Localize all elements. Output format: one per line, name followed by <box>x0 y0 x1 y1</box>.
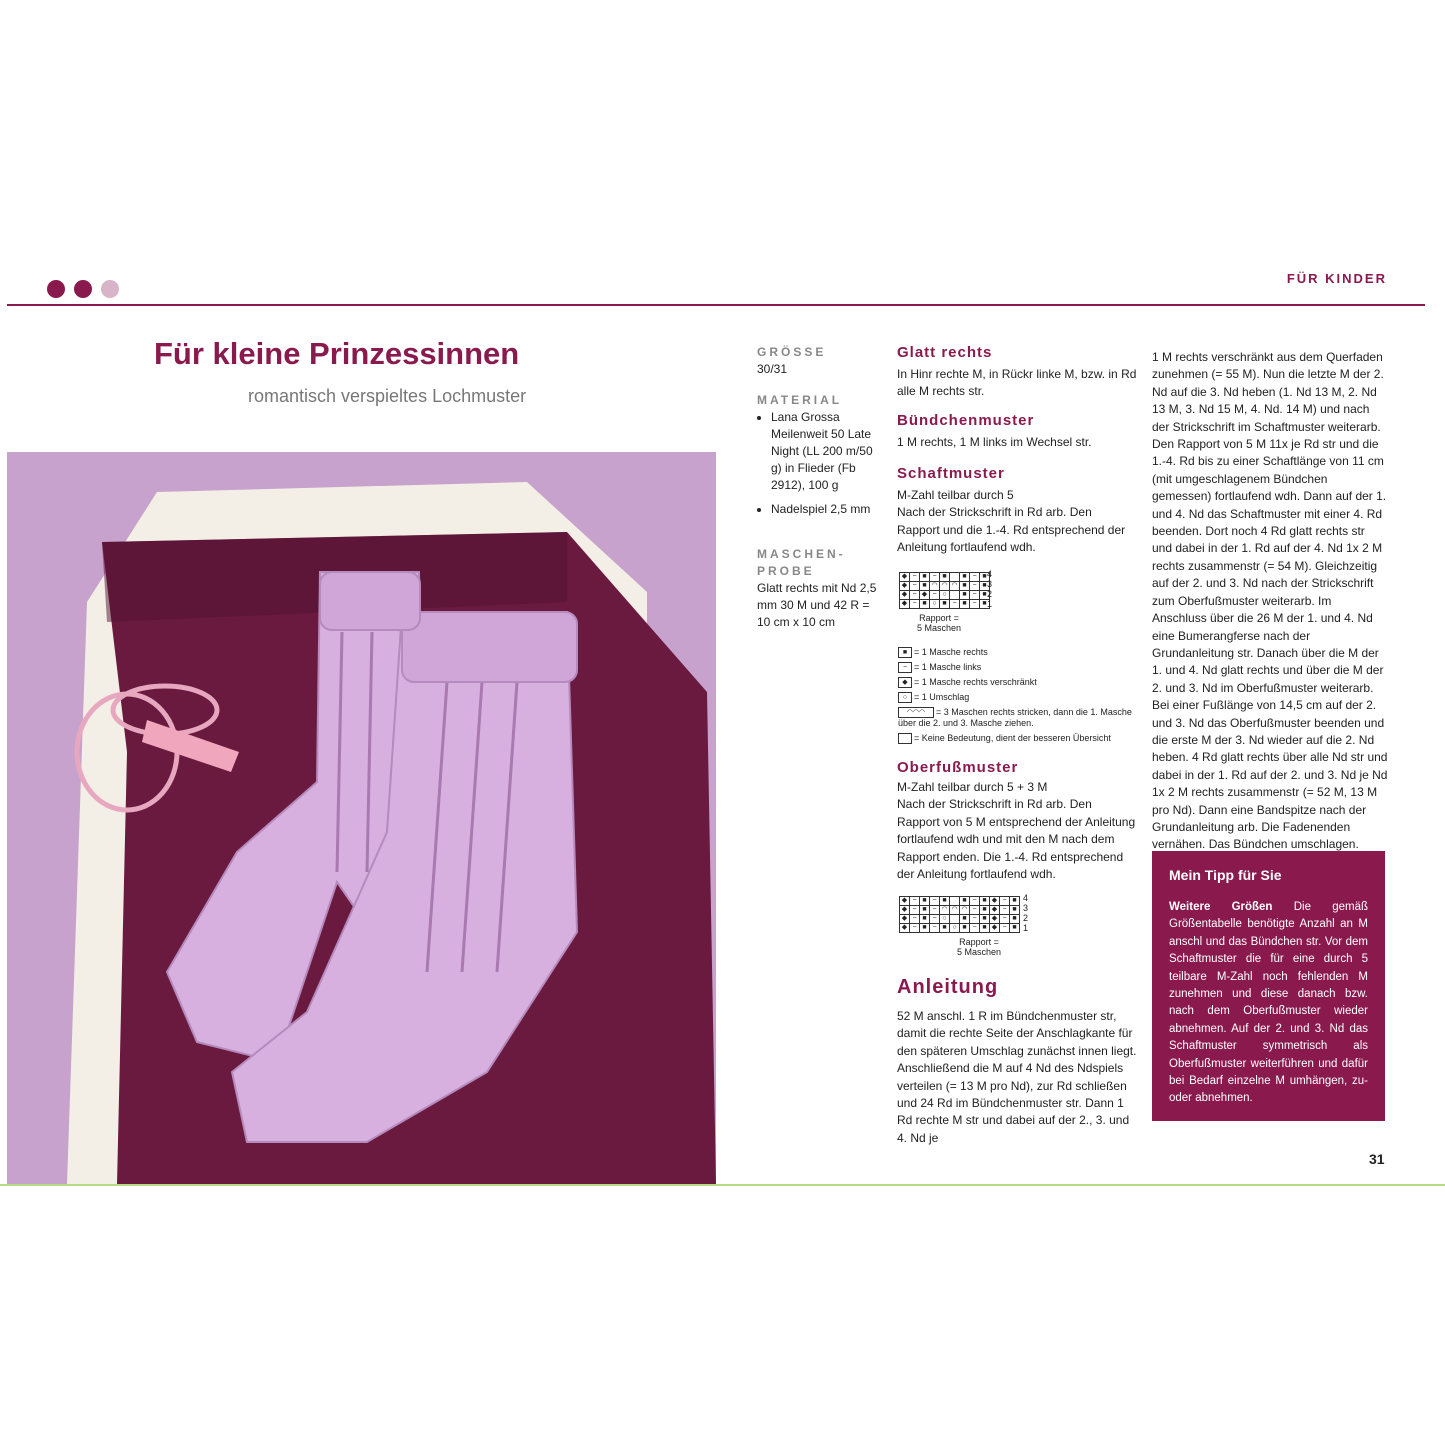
oberfuss-chart-grid: ◆ − ■ − ■ ■ − ■ ◆ − ■ ◆ − ■ − ◠ ◠ ◠ − ■ ◆ − ■ ◆ − ■ − ○ ■ − ■ ◆ − ■ ◆ − ■ − ■ ○ ■ − ■ ◆ − ■ <box>899 896 1020 933</box>
chart2-caption: Rapport = 5 Maschen <box>956 937 1002 957</box>
legend-pass-over: ◠◠◠ = 3 Maschen rechts stricken, dann die 1. Masche über die 2. und 3. Masche ziehen. <box>898 707 1132 729</box>
schaft-chart-grid: ◆ − ■ − ■ ■ − ■ ◆ − ■ ◠ ◠ ◠ ■ − ■ ◆ − ◆ − ○ ■ − ■ ◆ − ■ ○ ■ − ■ − ■ <box>899 572 990 609</box>
yarnover-symbol-icon: ○ <box>898 692 912 703</box>
gauge-label-1: MASCHEN- <box>757 547 846 561</box>
legend-twisted: ◆ = 1 Masche rechts verschränkt <box>898 675 1133 690</box>
legend-yarnover: ○ = 1 Umschlag <box>898 690 1133 705</box>
schaft-text: M-Zahl teilbar durch 5 Nach der Strickschrift in Rd arb. Den Rapport und die 1.-4. Rd entsprechend der Anleitung fortlaufend wdh. <box>897 488 1126 555</box>
anleitung-title: Anleitung <box>897 976 999 998</box>
header-rule <box>7 304 1425 306</box>
tip-box <box>1152 851 1385 1121</box>
sock-illustration <box>7 452 716 1184</box>
buendchen-text: 1 M rechts, 1 M links im Wechsel str. <box>897 435 1092 449</box>
chapter-dot-2 <box>74 280 92 298</box>
schaft-title: Schaftmuster <box>897 465 1005 482</box>
sock-photo <box>7 452 716 1184</box>
section-label: FÜR KINDER <box>1286 271 1387 286</box>
anleitung-text: 52 M anschl. 1 R im Bündchenmuster str, damit die rechte Seite der Anschlagkante für den späteren Umschlag zunächst innen liegt. Anschließend die M auf 4 Nd des Ndspiels verteilen (= 13 M pro Nd), zur Rd schließen und 24 Rd im Bündchenmuster str. Dann 1 Rd rechte M str und dabei auf der 2., 3. und 4. Nd je <box>897 1009 1137 1145</box>
page-subtitle: romantisch verspieltes Lochmuster <box>248 386 527 406</box>
legend-empty: = Keine Bedeutung, dient der besseren Übersicht <box>898 731 1133 746</box>
material-item-yarn: • Lana Grossa Meilenweit 50 Late Night (LL 200 m/50 g) in Flieder (Fb 2912), 100 g <box>771 409 877 494</box>
chart1-row-3: 3 <box>987 579 993 589</box>
instructions-continued: 1 M rechts verschränkt aus dem Querfaden zunehmen (= 55 M). Nun die letzte M der 2. Nd auf die 3. Nd heben (1. Nd 13 M, 2. Nd 13 M, 3. Nd 15 M, 4. Nd. 14 M) und nach der Strickschrift im Schaftmuster weiterarb. Den Rapport von 5 M 11x je Rd str und die 1.-4. Rd bis zu einer Schaftlänge von 11 cm (mit umgeschlagenem Bündchen gemessen) fortlaufend wdh. Dann auf der 1. und 4. Nd das Schaftmuster mit einer 4. Rd beenden. Dort noch 4 Rd glatt rechts str und dabei in der 1. Rd auf der 4. Nd 1x 2 M rechts zusammenstr (= 54 M). Gleichzeitig auf der 2. und 3. Nd nach der Strickschrift zum Oberfußmuster weiterarb. Im Anschluss über die 26 M der 1. und 4. Nd eine Bumerangferse nach der Grundanleitung str. Danach über die M der 1. und 4. Nd glatt rechts und über die M der 2. und 3. Nd im Oberfußmuster weiterarb. Bei einer Fußlänge von 14,5 cm auf der 2. und 3. Nd das Oberfußmuster beenden und die erste M der 3. Nd wieder auf die 2. Nd heben. 4 Rd glatt rechts über alle Nd str und dabei in der 1. Rd auf der 2. und 3. Nd je Nd 1x 2 M rechts zusammenstr (= 52 M, 13 M pro Nd). Dann eine Bandspitze nach der Grundanleitung arb. Die Fadenenden vernähen. Das Bündchen umschlagen. <box>1152 350 1388 852</box>
size-label: GRÖSSE <box>757 345 827 359</box>
schaft-chart <box>899 569 993 633</box>
chapter-dot-1 <box>47 280 65 298</box>
oberfuss-text: M-Zahl teilbar durch 5 + 3 M Nach der Strickschrift in Rd arb. Den Rapport von 5 M entsprechend der Anleitung fortlaufend wdh und mit den M nach dem Rapport enden. Die 1.-4. Rd entsprechend der Anleitung fortlaufend wdh. <box>897 780 1136 882</box>
chart1-caption: Rapport = 5 Maschen <box>916 613 962 633</box>
chart2-row-3: 3 <box>1023 903 1029 913</box>
pass-over-symbol-icon: ◠◠◠ <box>898 707 934 718</box>
empty-symbol-icon <box>898 733 912 744</box>
chapter-dot-3 <box>101 280 119 298</box>
material-item-needles: • Nadelspiel 2,5 mm <box>771 501 877 518</box>
chart1-row-1: 1 <box>987 599 993 609</box>
page-title: Für kleine Prinzessinnen <box>154 336 520 371</box>
material-label: MATERIAL <box>757 393 843 407</box>
legend-knit: ■ = 1 Masche rechts <box>898 645 1133 660</box>
chart2-row-2: 2 <box>1023 913 1029 923</box>
tip-title: Mein Tipp für Sie <box>1169 867 1282 883</box>
chart2-row-1: 1 <box>1023 923 1029 933</box>
chart1-row-2: 2 <box>987 589 993 599</box>
gauge-label-2: PROBE <box>757 564 815 578</box>
chart2-row-4: 4 <box>1023 893 1029 903</box>
oberfuss-chart <box>899 893 1029 957</box>
oberfuss-title: Oberfußmuster <box>897 759 1019 776</box>
glatt-title: Glatt rechts <box>897 344 993 361</box>
chart1-row-4: 4 <box>987 569 993 579</box>
page-number: 31 <box>1369 1151 1385 1167</box>
footer-rule <box>0 1184 1445 1186</box>
glatt-text: In Hinr rechte M, in Rückr linke M, bzw. in Rd alle M rechts str. <box>897 367 1137 399</box>
twisted-symbol-icon: ◆ <box>898 677 912 688</box>
tip-lead: Weitere Größen <box>1169 901 1273 913</box>
buendchen-title: Bündchenmuster <box>897 412 1035 429</box>
material-list <box>757 409 877 518</box>
purl-symbol-icon: − <box>898 662 912 673</box>
tip-body: Die gemäß Größentabelle benötigte Anzahl an M anschl und das Bündchen str. Vor dem Schaftmuster die für eine durch 5 teilbare M-Zahl noch fehlenden M zunehmen und diese danach bzw. nach dem Oberfußmuster wieder abnehmen. Auf der 2. und 3. Nd das Schaftmuster symmetrisch als Oberfußmuster weiterführen und dafür bei Bedarf einzelne M umhängen, zu- oder abnehmen. <box>1169 901 1369 1105</box>
gauge-text: Glatt rechts mit Nd 2,5 mm 30 M und 42 R = 10 cm x 10 cm <box>757 581 877 629</box>
size-value: 30/31 <box>757 362 788 376</box>
knit-symbol-icon: ■ <box>898 647 912 658</box>
legend-purl: − = 1 Masche links <box>898 660 1133 675</box>
tip-text <box>1169 899 1368 1108</box>
